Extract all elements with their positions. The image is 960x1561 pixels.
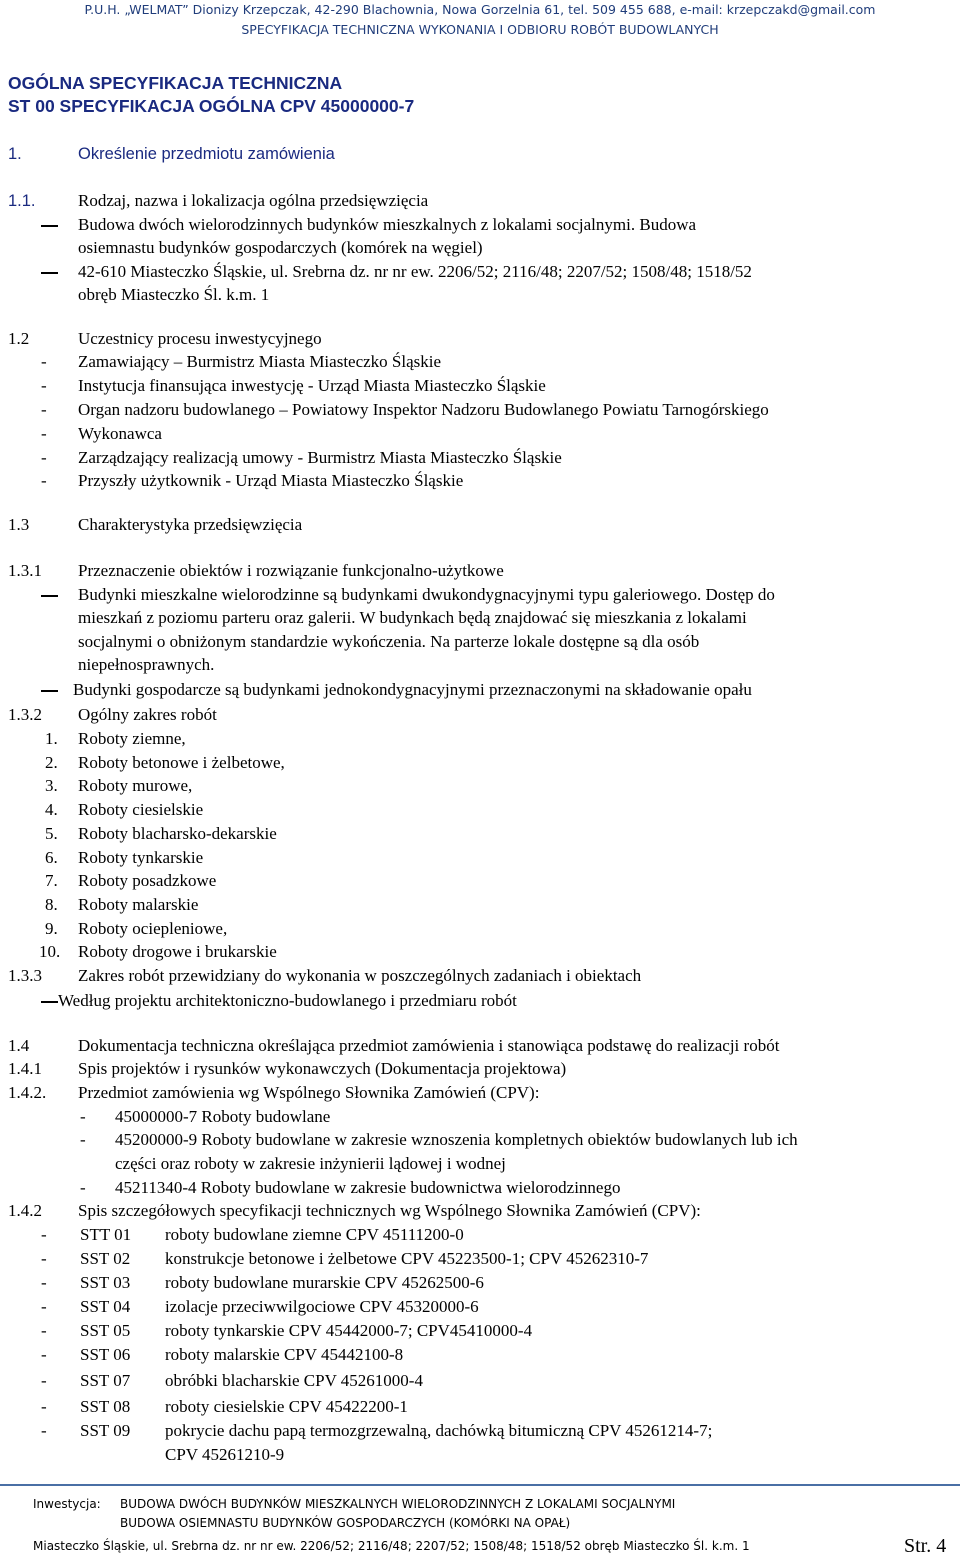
spec-item: roboty tynkarskie CPV 45442000-7; CPV45410000-4 <box>165 1321 533 1340</box>
list-dash: - <box>41 1249 47 1268</box>
spec-code: SST 06 <box>80 1345 131 1364</box>
header-contact-line: P.U.H. „WELMAT” Dionizy Krzepczak, 42-290 Blachownia, Nowa Gorzelnia 61, tel. 509 455 688, e-mail: krzepczakd@gmail.com <box>84 2 876 17</box>
spec-code: SST 08 <box>80 1397 131 1416</box>
section-1-1-heading: Rodzaj, nazwa i lokalizacja ogólna przedsięwzięcia <box>78 191 429 210</box>
spec-item: roboty budowlane murarskie CPV 45262500-6 <box>165 1273 484 1292</box>
dash-bullet <box>41 225 58 227</box>
purpose-paragraph-line: socjalnymi o obniżonym standardzie wykończenia. Na parterze lokale dostępne są dla osób <box>78 632 700 651</box>
spec-item-cont: CPV 45261210-9 <box>165 1445 285 1464</box>
section-1-3-1-heading: Przeznaczenie obiektów i rozwiązanie funkcjonalno-użytkowe <box>78 561 504 580</box>
section-1-heading: Określenie przedmiotu zamówienia <box>78 145 335 163</box>
participant-item: Organ nadzoru budowlanego – Powiatowy Inspektor Nadzoru Budowlanego Powiatu Tarnogórskiego <box>78 400 769 419</box>
work-number: 1. <box>45 729 58 748</box>
section-1-4-1-number: 1.4.1 <box>8 1059 42 1078</box>
document-subtitle: ST 00 SPECYFIKACJA OGÓLNA CPV 45000000-7 <box>8 96 415 116</box>
work-item: Roboty ziemne, <box>78 729 186 748</box>
list-dash: - <box>41 1371 47 1390</box>
work-item: Roboty tynkarskie <box>78 847 204 867</box>
spec-code: SST 03 <box>80 1273 131 1292</box>
participant-item: Zarządzający realizacją umowy - Burmistrz Miasta Miasteczko Śląskie <box>78 448 562 467</box>
work-item: Roboty posadzkowe <box>78 871 217 891</box>
dash-bullet <box>41 272 58 274</box>
work-number: 10. <box>39 942 61 962</box>
section-1-number: 1. <box>8 145 22 163</box>
cpv-item: 45211340-4 Roboty budowlane w zakresie budownictwa wielorodzinnego <box>115 1178 621 1197</box>
list-dash: - <box>41 448 47 467</box>
work-number: 3. <box>45 776 58 796</box>
spec-item: pokrycie dachu papą termozgrzewalną, dachówką bitumiczną CPV 45261214-7; <box>165 1421 713 1440</box>
spec-item: roboty ciesielskie CPV 45422200-1 <box>165 1397 408 1416</box>
list-dash: - <box>41 424 47 443</box>
list-dash: - <box>80 1107 86 1126</box>
work-number: 9. <box>45 918 58 938</box>
list-dash: - <box>41 376 47 395</box>
list-dash: - <box>41 400 47 419</box>
spec-code: SST 07 <box>80 1371 131 1390</box>
work-number: 8. <box>45 894 58 914</box>
purpose-paragraph-line: Budynki mieszkalne wielorodzinne są budynkami dwukondygnacyjnymi typu galeriowego. Dostęp do <box>78 585 775 604</box>
section-1-3-3-number: 1.3.3 <box>8 966 42 985</box>
section-1-4-1-heading: Spis projektów i rysunków wykonawczych (Dokumentacja projektowa) <box>78 1059 567 1078</box>
work-number: 7. <box>45 871 58 891</box>
header-document-type: SPECYFIKACJA TECHNICZNA WYKONANIA I ODBIORU ROBÓT BUDOWLANYCH <box>241 22 719 37</box>
cpv-item: 45000000-7 Roboty budowlane <box>115 1107 331 1126</box>
work-item: Roboty drogowe i brukarskie <box>78 942 277 962</box>
spec-item: konstrukcje betonowe i żelbetowe CPV 45223500-1; CPV 45262310-7 <box>165 1249 649 1268</box>
work-item: Roboty murowe, <box>78 776 193 796</box>
list-dash: - <box>80 1130 86 1149</box>
section-1-2-heading: Uczestnicy procesu inwestycyjnego <box>78 329 322 348</box>
participant-item: Instytucja finansująca inwestycję - Urząd Miasta Miasteczko Śląskie <box>78 376 546 395</box>
project-location-cont: obręb Miasteczko Śl. k.m. 1 <box>78 285 270 304</box>
spec-code: STT 01 <box>80 1225 132 1244</box>
cpv-item: 45200000-9 Roboty budowlane w zakresie wznoszenia kompletnych obiektów budowlanych lub ich <box>115 1130 798 1149</box>
section-1-3-number: 1.3 <box>8 515 30 534</box>
purpose-paragraph-line: mieszkań z poziomu parteru oraz galerii. W budynkach będą znajdować się mieszkania z lokalami <box>78 608 747 627</box>
footer-investment-line2: BUDOWA OSIEMNASTU BUDYNKÓW GOSPODARCZYCH (KOMÓRKI NA OPAŁ) <box>120 1516 571 1530</box>
footer-divider <box>0 1484 960 1486</box>
participant-item: Wykonawca <box>78 424 162 443</box>
section-1-3-3-heading: Zakres robót przewidziany do wykonania w poszczególnych zadaniach i obiektach <box>78 966 642 985</box>
list-dash: - <box>41 1421 47 1440</box>
spec-code: SST 04 <box>80 1297 131 1316</box>
section-1-3-1-number: 1.3.1 <box>8 561 42 580</box>
footer-address: Miasteczko Śląskie, ul. Srebrna dz. nr nr ew. 2206/52; 2116/48; 2207/52; 1508/48; 1518/52 obręb Miasteczko Śl. k.m. 1 <box>33 1539 750 1553</box>
spec-code: SST 02 <box>80 1249 131 1268</box>
purpose-paragraph-line: niepełnosprawnych. <box>78 655 215 674</box>
section-1-3-2-number: 1.3.2 <box>8 705 42 724</box>
dash-bullet <box>41 690 58 692</box>
footer-investment-line1: BUDOWA DWÓCH BUDYNKÓW MIESZKALNYCH WIELORODZINNYCH Z LOKALAMI SOCJALNYMI <box>120 1497 676 1511</box>
spec-item: roboty malarskie CPV 45442100-8 <box>165 1345 404 1364</box>
section-1-4-2b-heading: Spis szczegółowych specyfikacji technicznych wg Wspólnego Słownika Zamówień (CPV): <box>78 1201 701 1220</box>
project-name: Budowa dwóch wielorodzinnych budynków mieszkalnych z lokalami socjalnymi. Budowa <box>78 215 697 234</box>
project-location: 42-610 Miasteczko Śląskie, ul. Srebrna dz. nr nr ew. 2206/52; 2116/48; 2207/52; 1508/48; 1518/52 <box>78 262 752 281</box>
list-dash: - <box>41 1225 47 1244</box>
list-dash: - <box>41 1345 47 1364</box>
dash-bullet <box>41 1001 58 1003</box>
list-dash: - <box>41 1273 47 1292</box>
document-title: OGÓLNA SPECYFIKACJA TECHNICZNA <box>8 73 343 93</box>
section-1-4-2-number: 1.4.2. <box>8 1083 47 1102</box>
section-1-3-2-heading: Ogólny zakres robót <box>78 705 217 724</box>
section-1-4-number: 1.4 <box>8 1036 30 1055</box>
section-1-4-heading: Dokumentacja techniczna określająca przedmiot zamówienia i stanowiąca podstawę do realizacji robót <box>78 1036 780 1055</box>
spec-item: izolacje przeciwwilgociowe CPV 45320000-6 <box>165 1297 479 1316</box>
list-dash: - <box>41 1321 47 1340</box>
participant-item: Przyszły użytkownik - Urząd Miasta Miasteczko Śląskie <box>78 471 464 490</box>
spec-code: SST 05 <box>80 1321 131 1340</box>
scope-note: Według projektu architektoniczno-budowlanego i przedmiaru robót <box>58 991 517 1010</box>
work-item: Roboty ociepleniowe, <box>78 918 228 938</box>
list-dash: - <box>41 1397 47 1416</box>
participant-item: Zamawiający – Burmistrz Miasta Miasteczko Śląskie <box>78 352 442 371</box>
work-item: Roboty ciesielskie <box>78 800 204 820</box>
section-1-2-number: 1.2 <box>8 329 30 348</box>
list-dash: - <box>41 352 47 371</box>
section-1-3-heading: Charakterystyka przedsięwzięcia <box>78 515 303 534</box>
project-name-cont: osiemnastu budynków gospodarczych (komórek na węgiel) <box>78 238 483 257</box>
spec-item: roboty budowlane ziemne CPV 45111200-0 <box>165 1225 464 1244</box>
outbuildings-paragraph: Budynki gospodarcze są budynkami jednokondygnacyjnymi przeznaczonymi na składowanie opału <box>73 680 752 699</box>
work-item: Roboty blacharsko-dekarskie <box>78 823 277 843</box>
section-1-1-number: 1.1. <box>8 192 36 210</box>
work-number: 4. <box>45 800 58 820</box>
section-1-4-2b-number: 1.4.2 <box>8 1201 42 1220</box>
list-dash: - <box>80 1178 86 1197</box>
work-item: Roboty betonowe i żelbetowe, <box>78 752 285 772</box>
footer-label: Inwestycja: <box>33 1497 101 1511</box>
list-dash: - <box>41 471 47 490</box>
work-item: Roboty malarskie <box>78 894 199 914</box>
work-number: 6. <box>45 847 58 867</box>
spec-item: obróbki blacharskie CPV 45261000-4 <box>165 1371 423 1390</box>
cpv-item-cont: części oraz roboty w zakresie inżynierii lądowej i wodnej <box>115 1154 506 1173</box>
dash-bullet <box>41 595 58 597</box>
spec-code: SST 09 <box>80 1421 131 1440</box>
list-dash: - <box>41 1297 47 1316</box>
section-1-4-2-heading: Przedmiot zamówienia wg Wspólnego Słownika Zamówień (CPV): <box>78 1083 540 1102</box>
work-number: 2. <box>45 752 58 772</box>
page-number: Str. 4 <box>904 1535 947 1557</box>
work-number: 5. <box>45 823 58 843</box>
